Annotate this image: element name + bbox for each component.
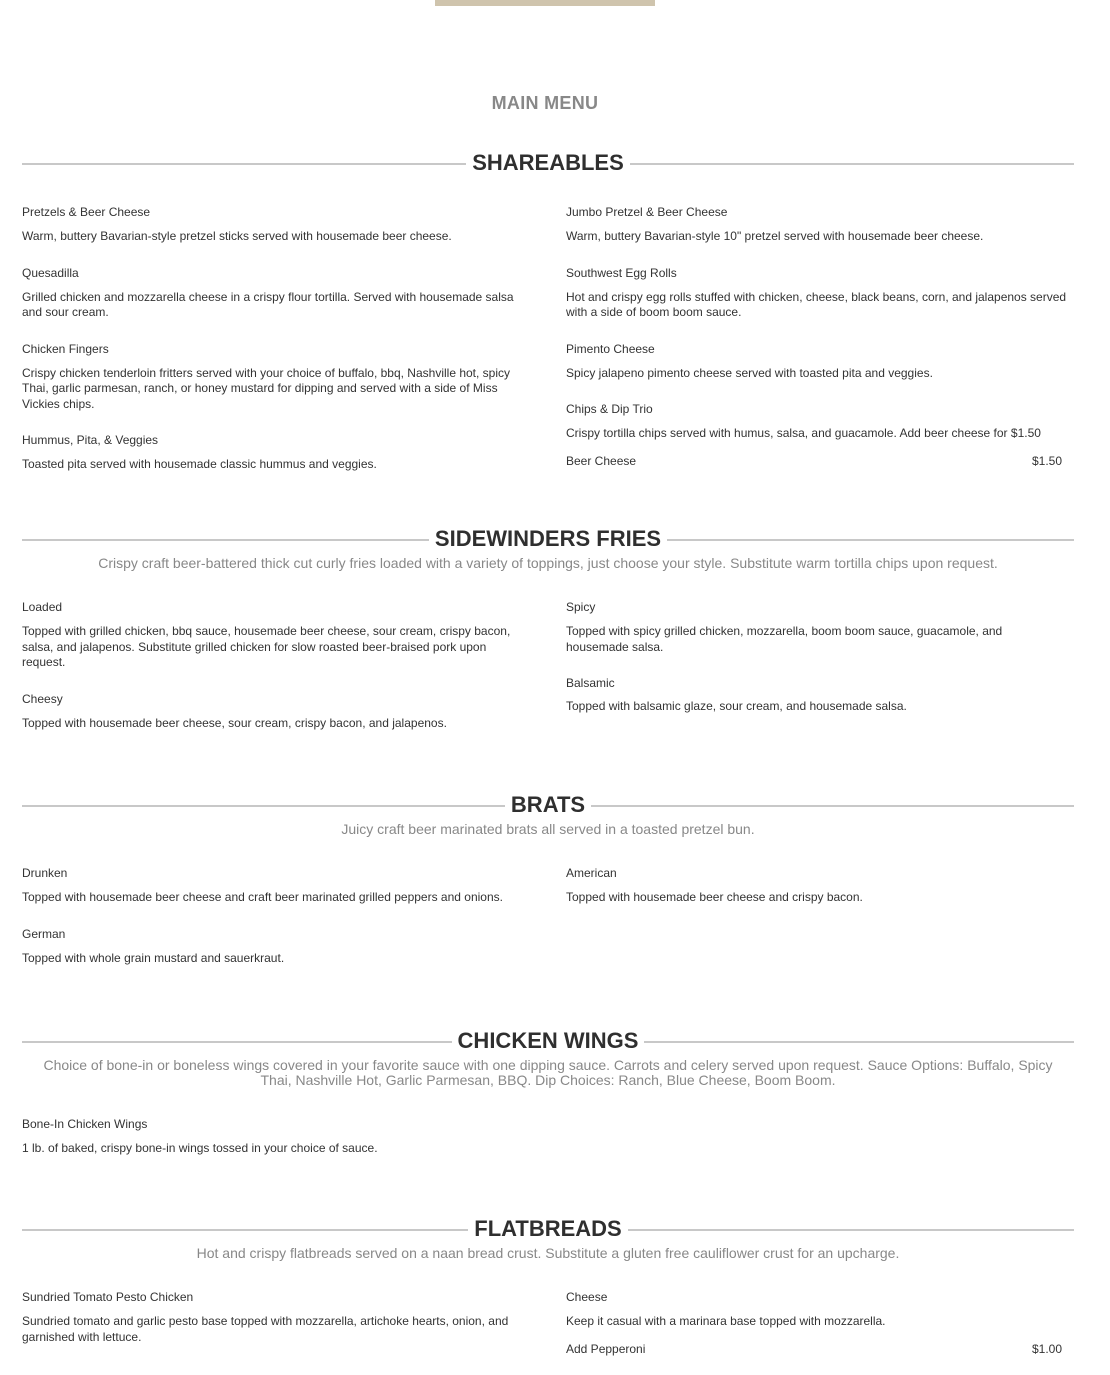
section-title: CHICKEN WINGS [452, 1028, 645, 1053]
item-description: Topped with balsamic glaze, sour cream, and housemade salsa. [566, 699, 907, 713]
item-name: Quesadilla [22, 265, 79, 280]
section-title: BRATS [505, 792, 591, 817]
item-description: Hot and crispy egg rolls stuffed with chicken, cheese, black beans, corn, and jalapenos served with a side of boom boom sauce. [566, 289, 1067, 319]
item-description: Sundried tomato and garlic pesto base topped with mozzarella, artichoke hearts, onion, and garnished with lettuce. [22, 1314, 509, 1344]
item-description: Topped with housemade beer cheese and crispy bacon. [566, 890, 863, 904]
item-name: Spicy [566, 600, 596, 614]
section-header [22, 790, 1074, 820]
menu-item[interactable] [22, 266, 522, 321]
item-description: Crispy chicken tenderloin fritters served with your choice of buffalo, bbq, Nashville hot, spicy Thai, garlic parmesan, ranch, or honey mustard for dipping and served with a side of Miss Vickies chips. [22, 365, 511, 411]
right-column [566, 866, 1068, 927]
addon-row[interactable] [566, 454, 1068, 469]
menu-item[interactable] [22, 927, 522, 967]
item-description: Warm, buttery Bavarian-style pretzel sticks served with housemade beer cheese. [22, 229, 452, 243]
left-column [22, 1117, 522, 1178]
section-title: SHAREABLES [466, 150, 630, 175]
item-description: Crispy tortilla chips served with humus, salsa, and guacamole. Add beer cheese for $1.50 [566, 426, 1041, 440]
item-name: American [566, 866, 617, 880]
menu-item[interactable] [22, 866, 522, 906]
item-name: Pimento Cheese [566, 341, 655, 356]
item-name: Balsamic [566, 676, 615, 690]
item-description: Topped with grilled chicken, bbq sauce, housemade beer cheese, sour cream, crispy bacon, salsa, and jalapenos. Substitute grilled chicken for slow roasted beer-braised pork upon request. [22, 624, 511, 669]
section-fries [22, 524, 1074, 730]
section-header [22, 148, 1074, 178]
menu-item[interactable] [566, 266, 1068, 321]
item-description: Spicy jalapeno pimento cheese served with toasted pita and veggies. [566, 365, 933, 380]
item-name: Loaded [22, 600, 63, 614]
section-header [22, 524, 1074, 554]
addon-price: $1.50 [1031, 453, 1062, 468]
left-column [22, 600, 522, 752]
addon-row[interactable] [566, 1342, 1068, 1357]
section-wings [22, 1026, 1074, 1155]
section-description: Choice of bone-in or boneless wings covered in your favorite sauce with one dipping sauce. Carrots and celery served upon request. Sauce Options: Buffalo, Spicy Thai, Nashville Hot, Garlic Parmesan, BBQ. Dip Choices: Ranch, Blue Cheese, Boom Boom. [43, 1057, 1053, 1088]
menu-item[interactable] [22, 1290, 522, 1345]
item-name: Southwest Egg Rolls [566, 265, 677, 280]
header-accent-bar [435, 0, 655, 6]
menu-item[interactable] [22, 342, 522, 413]
page-title: MAIN MENU [491, 93, 599, 113]
section-shareables [22, 148, 1074, 471]
section-title: FLATBREADS [468, 1216, 627, 1241]
item-name: Bone-In Chicken Wings [22, 1117, 148, 1131]
item-name: Hummus, Pita, & Veggies [22, 433, 159, 447]
section-title: SIDEWINDERS FRIES [429, 526, 667, 551]
menu-item[interactable] [22, 692, 522, 732]
menu-item[interactable] [566, 342, 1068, 382]
section-description: Juicy craft beer marinated brats all served in a toasted pretzel bun. [341, 821, 755, 837]
item-description: Topped with whole grain mustard and sauerkraut. [22, 950, 285, 965]
menu-item[interactable] [22, 600, 522, 671]
menu-item[interactable] [566, 402, 1068, 442]
item-description: Toasted pita served with housemade classic hummus and veggies. [22, 457, 377, 471]
addon-price: $1.00 [1031, 1341, 1062, 1356]
item-name: Chicken Fingers [22, 341, 109, 356]
section-brats [22, 790, 1074, 965]
section-header [22, 1026, 1074, 1056]
item-description: Topped with spicy grilled chicken, mozzarella, boom boom sauce, guacamole, and housemade salsa. [566, 624, 1003, 654]
menu-item[interactable] [22, 205, 522, 245]
item-description: Warm, buttery Bavarian-style 10" pretzel served with housemade beer cheese. [566, 229, 984, 243]
right-column [566, 1290, 1068, 1357]
item-name: German [22, 926, 66, 941]
item-name: Drunken [22, 866, 68, 880]
item-description: Grilled chicken and mozzarella cheese in a crispy flour tortilla. Served with housemade salsa and sour cream. [22, 289, 514, 319]
section-description: Crispy craft beer-battered thick cut curly fries loaded with a variety of toppings, just choose your style. Substitute warm tortilla chips upon request. [98, 555, 998, 571]
menu-item[interactable] [566, 866, 1068, 906]
section-header [22, 1214, 1074, 1244]
left-column [22, 1290, 522, 1366]
section-description: Hot and crispy flatbreads served on a naan bread crust. Substitute a gluten free cauliflower crust for an upcharge. [196, 1245, 900, 1261]
item-description: Topped with housemade beer cheese and craft beer marinated grilled peppers and onions. [22, 890, 503, 904]
item-description: Topped with housemade beer cheese, sour cream, crispy bacon, and jalapenos. [22, 715, 447, 730]
left-column [22, 205, 522, 494]
item-name: Jumbo Pretzel & Beer Cheese [566, 205, 728, 219]
item-name: Sundried Tomato Pesto Chicken [22, 1290, 194, 1304]
menu-item[interactable] [566, 205, 1068, 245]
section-flatbreads [22, 1214, 1074, 1356]
item-name: Cheesy [22, 691, 63, 706]
item-name: Chips & Dip Trio [566, 402, 653, 416]
menu-item[interactable] [566, 676, 1068, 715]
right-column [566, 600, 1068, 736]
left-column [22, 866, 522, 987]
menu-item[interactable] [22, 433, 522, 473]
item-name: Pretzels & Beer Cheese [22, 205, 151, 219]
menu-item[interactable] [566, 1290, 1068, 1330]
item-description: Keep it casual with a marinara base topped with mozzarella. [566, 1314, 886, 1328]
right-column [566, 205, 1068, 469]
item-name: Cheese [566, 1290, 608, 1304]
addon-name: Beer Cheese [566, 453, 637, 468]
menu-item[interactable] [22, 1117, 522, 1157]
addon-name: Add Pepperoni [566, 1341, 646, 1356]
item-description: 1 lb. of baked, crispy bone-in wings tossed in your choice of sauce. [22, 1141, 378, 1155]
menu-item[interactable] [566, 600, 1068, 655]
